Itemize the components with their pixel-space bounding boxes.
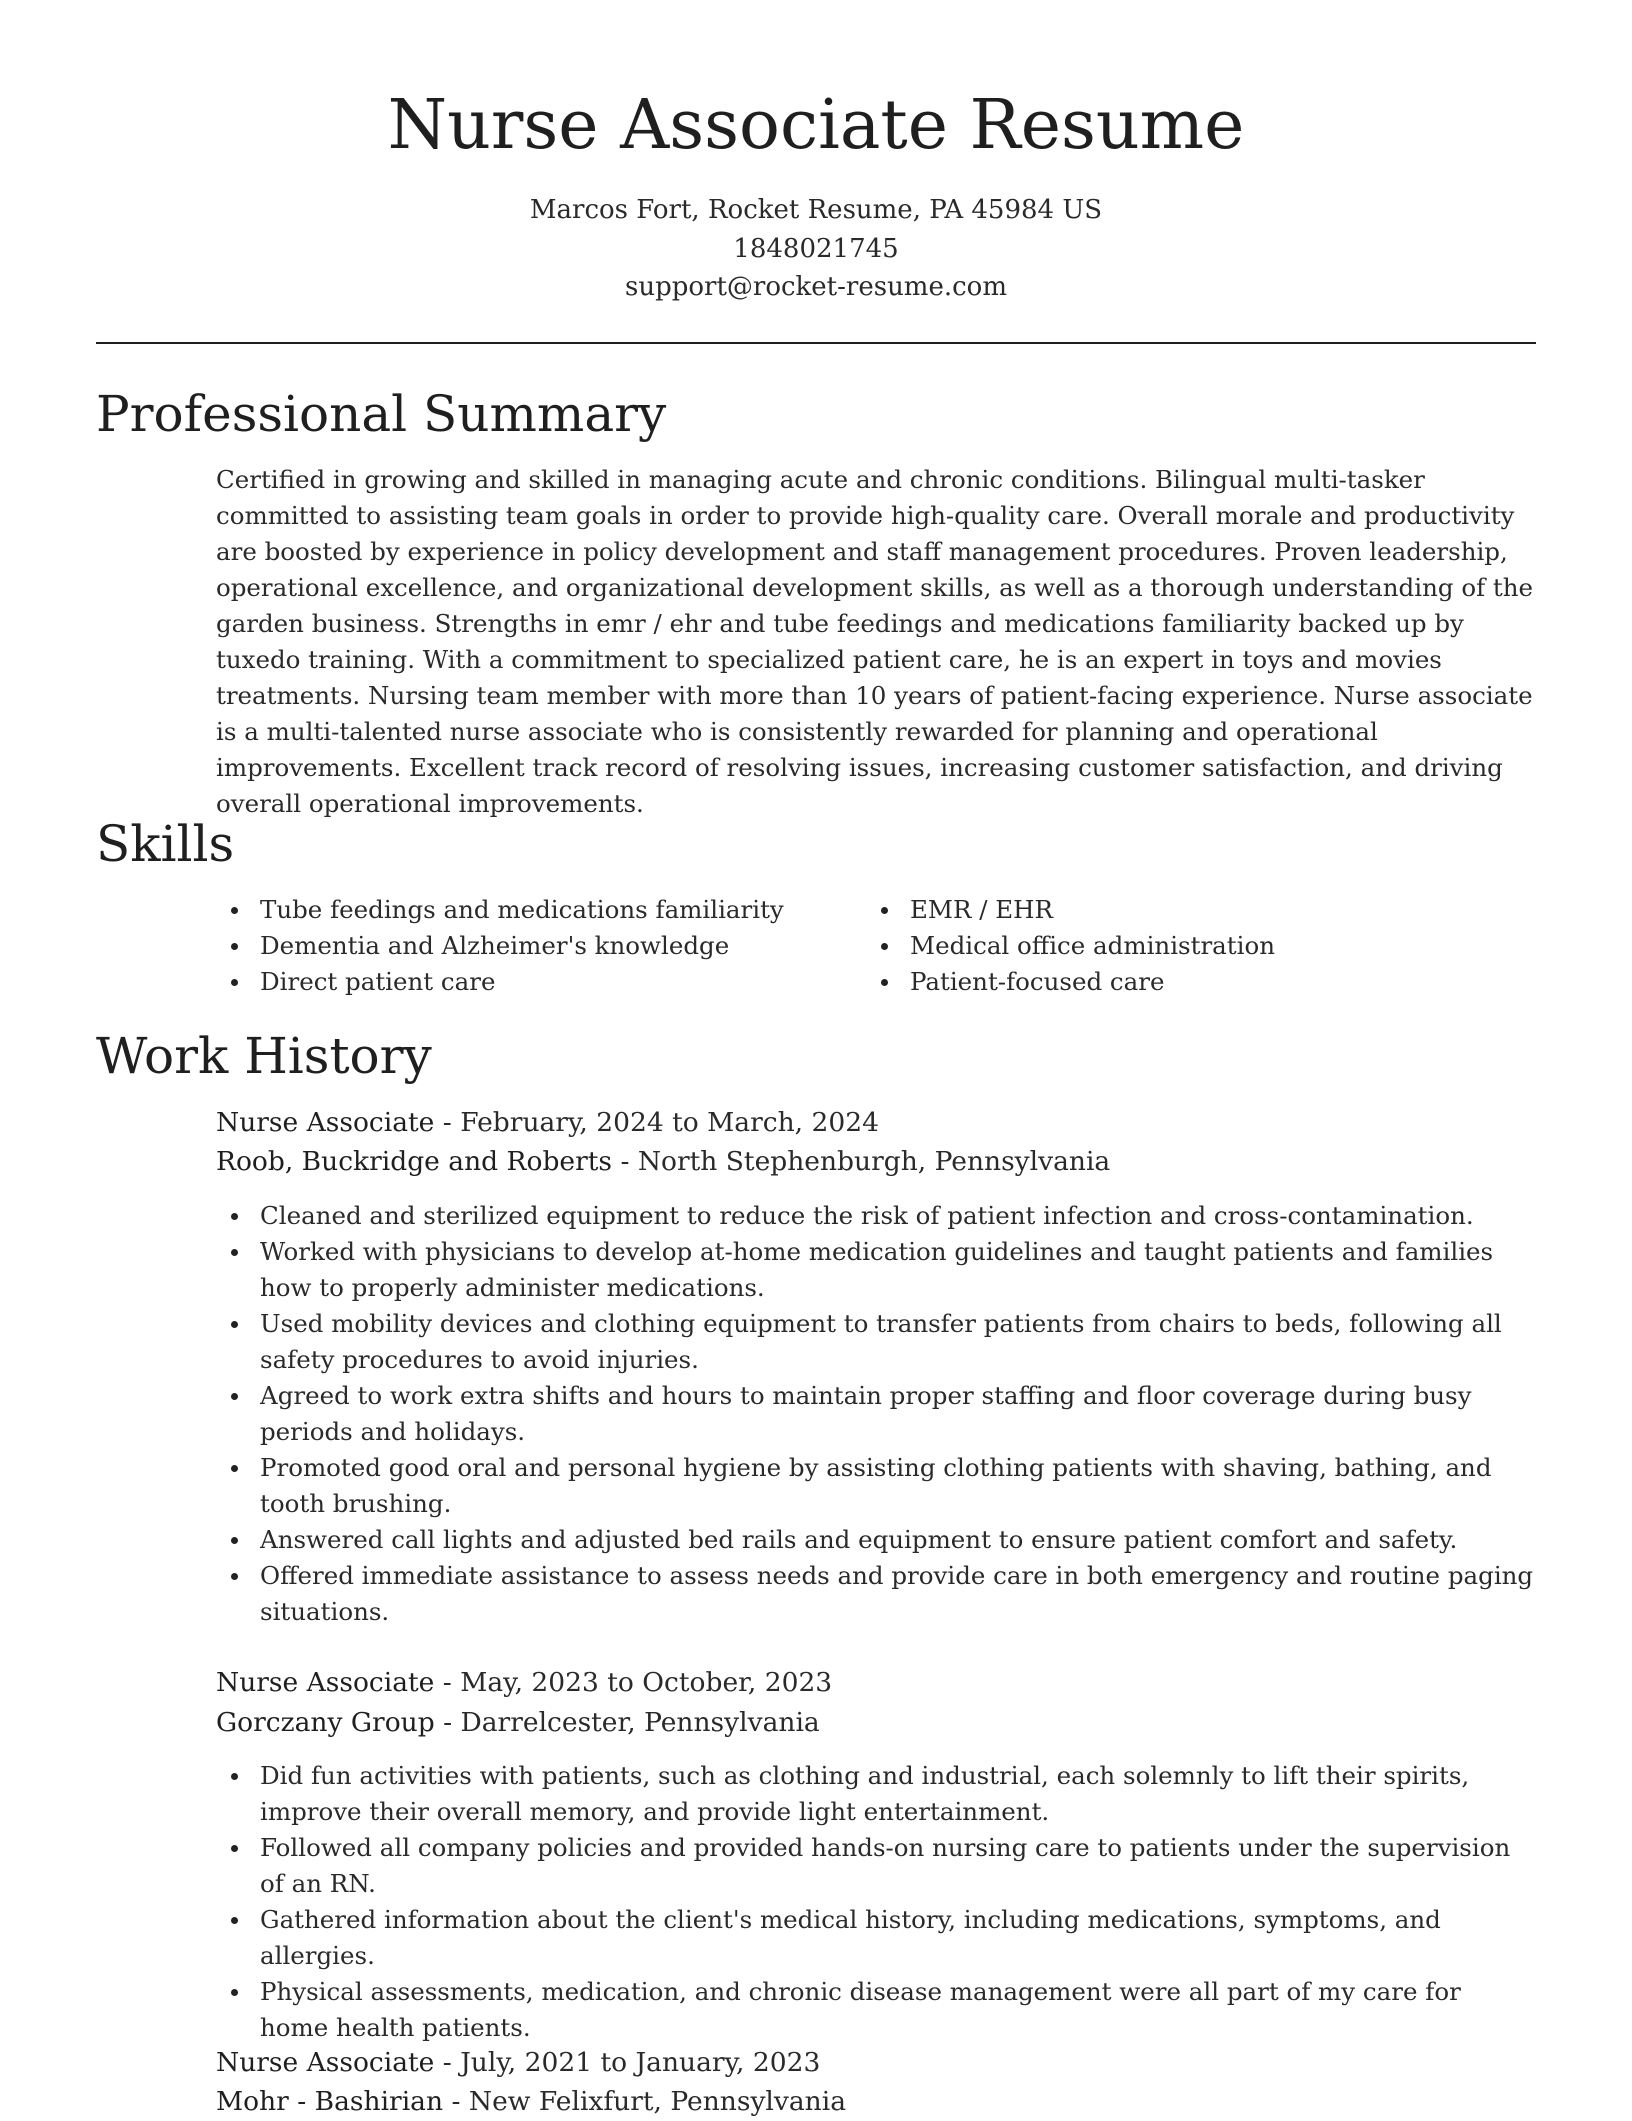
job-duties-list [216, 1758, 1536, 2046]
summary-heading: Professional Summary [96, 385, 667, 443]
job-company: Roob, Buckridge and Roberts [216, 1146, 613, 1177]
duty-item: Cleaned and sterilized equipment to reduce the risk of patient infection and cross-contamination. [216, 1198, 1536, 1234]
job-location: Darrelcester, Pennsylvania [460, 1707, 820, 1738]
job-title-line [216, 1104, 1536, 1142]
resume-title: Nurse Associate Resume [387, 86, 1245, 165]
skill-item: Tube feedings and medications familiarity [216, 892, 816, 928]
job-company: Mohr - Bashirian [216, 2086, 444, 2117]
duty-item: Physical assessments, medication, and chronic disease management were all part of my care for home health patients. [216, 1974, 1536, 2046]
job-title: Nurse Associate [216, 2047, 435, 2078]
duty-item: Worked with physicians to develop at-home medication guidelines and taught patients and families how to properly administer medications. [216, 1234, 1536, 1306]
job-title: Nurse Associate [216, 1667, 435, 1698]
job-location: New Felixfurt, Pennsylvania [468, 2086, 847, 2117]
duty-item: Gathered information about the client's medical history, including medications, symptoms, and allergies. [216, 1902, 1536, 1974]
job-separator: - [612, 1146, 638, 1177]
job-title: Nurse Associate [216, 1107, 435, 1138]
skills-heading: Skills [96, 815, 235, 873]
job-separator: - [443, 2086, 469, 2117]
job-company: Gorczany Group [216, 1707, 435, 1738]
job-separator: - [434, 1667, 461, 1698]
skill-item: Dementia and Alzheimer's knowledge [216, 928, 816, 964]
duty-item: Used mobility devices and clothing equipment to transfer patients from chairs to beds, following all safety procedures to avoid injuries. [216, 1306, 1536, 1378]
job-separator: - [434, 1707, 461, 1738]
contact-address: Marcos Fort, Rocket Resume, PA 45984 US [529, 195, 1103, 225]
duty-item: Promoted good oral and personal hygiene by assisting clothing patients with shaving, bathing, and tooth brushing. [216, 1450, 1536, 1522]
duty-item: Agreed to work extra shifts and hours to maintain proper staffing and floor coverage during busy periods and holidays. [216, 1378, 1536, 1450]
job-company-line [216, 1143, 1536, 1181]
job-separator: - [434, 1107, 461, 1138]
job-dates: July, 2021 to January, 2023 [460, 2047, 821, 2078]
job-duties-list [216, 1198, 1536, 1630]
job-company-line [216, 2083, 1536, 2121]
job-company-line [216, 1704, 1536, 1742]
job-separator: - [434, 2047, 461, 2078]
duty-item: Followed all company policies and provided hands-on nursing care to patients under the supervision of an RN. [216, 1830, 1536, 1902]
skills-list-right [866, 892, 1466, 1000]
skill-item: Patient-focused care [866, 964, 1466, 1000]
summary-text: Certified in growing and skilled in managing acute and chronic conditions. Bilingual multi-tasker committed to assisting team goals in order to provide high-quality care. Overall morale and productivity are boosted by experience in policy development and staff management procedures. Proven leadership, operational excellence, and organizational development skills, as well as a thorough understanding of the garden business. Strengths in emr / ehr and tube feedings and medications familiarity backed up by tuxedo training. With a commitment to specialized patient care, he is an expert in toys and movies treatments. Nursing team member with more than 10 years of patient-facing experience. Nurse associate is a multi-talented nurse associate who is consistently rewarded for planning and operational improvements. Excellent track record of resolving issues, increasing customer satisfaction, and driving overall operational improvements. [216, 465, 1534, 818]
job-dates: May, 2023 to October, 2023 [460, 1667, 833, 1698]
work-history-heading: Work History [96, 1027, 432, 1085]
duty-item: Answered call lights and adjusted bed rails and equipment to ensure patient comfort and safety. [216, 1522, 1536, 1558]
duty-item: Offered immediate assistance to assess needs and provide care in both emergency and routine paging situations. [216, 1558, 1536, 1630]
job-title-line [216, 2044, 1536, 2082]
skill-item: EMR / EHR [866, 892, 1466, 928]
contact-phone: 1848021745 [733, 234, 899, 264]
skills-list-left [216, 892, 816, 1000]
skill-item: Medical office administration [866, 928, 1466, 964]
contact-email: support@rocket-resume.com [624, 272, 1007, 302]
job-title-line [216, 1664, 1536, 1702]
duty-item: Did fun activities with patients, such as clothing and industrial, each solemnly to lift their spirits, improve their overall memory, and provide light entertainment. [216, 1758, 1536, 1830]
job-location: North Stephenburgh, Pennsylvania [637, 1146, 1111, 1177]
skill-item: Direct patient care [216, 964, 816, 1000]
job-dates: February, 2024 to March, 2024 [460, 1107, 879, 1138]
header-divider [96, 342, 1536, 344]
